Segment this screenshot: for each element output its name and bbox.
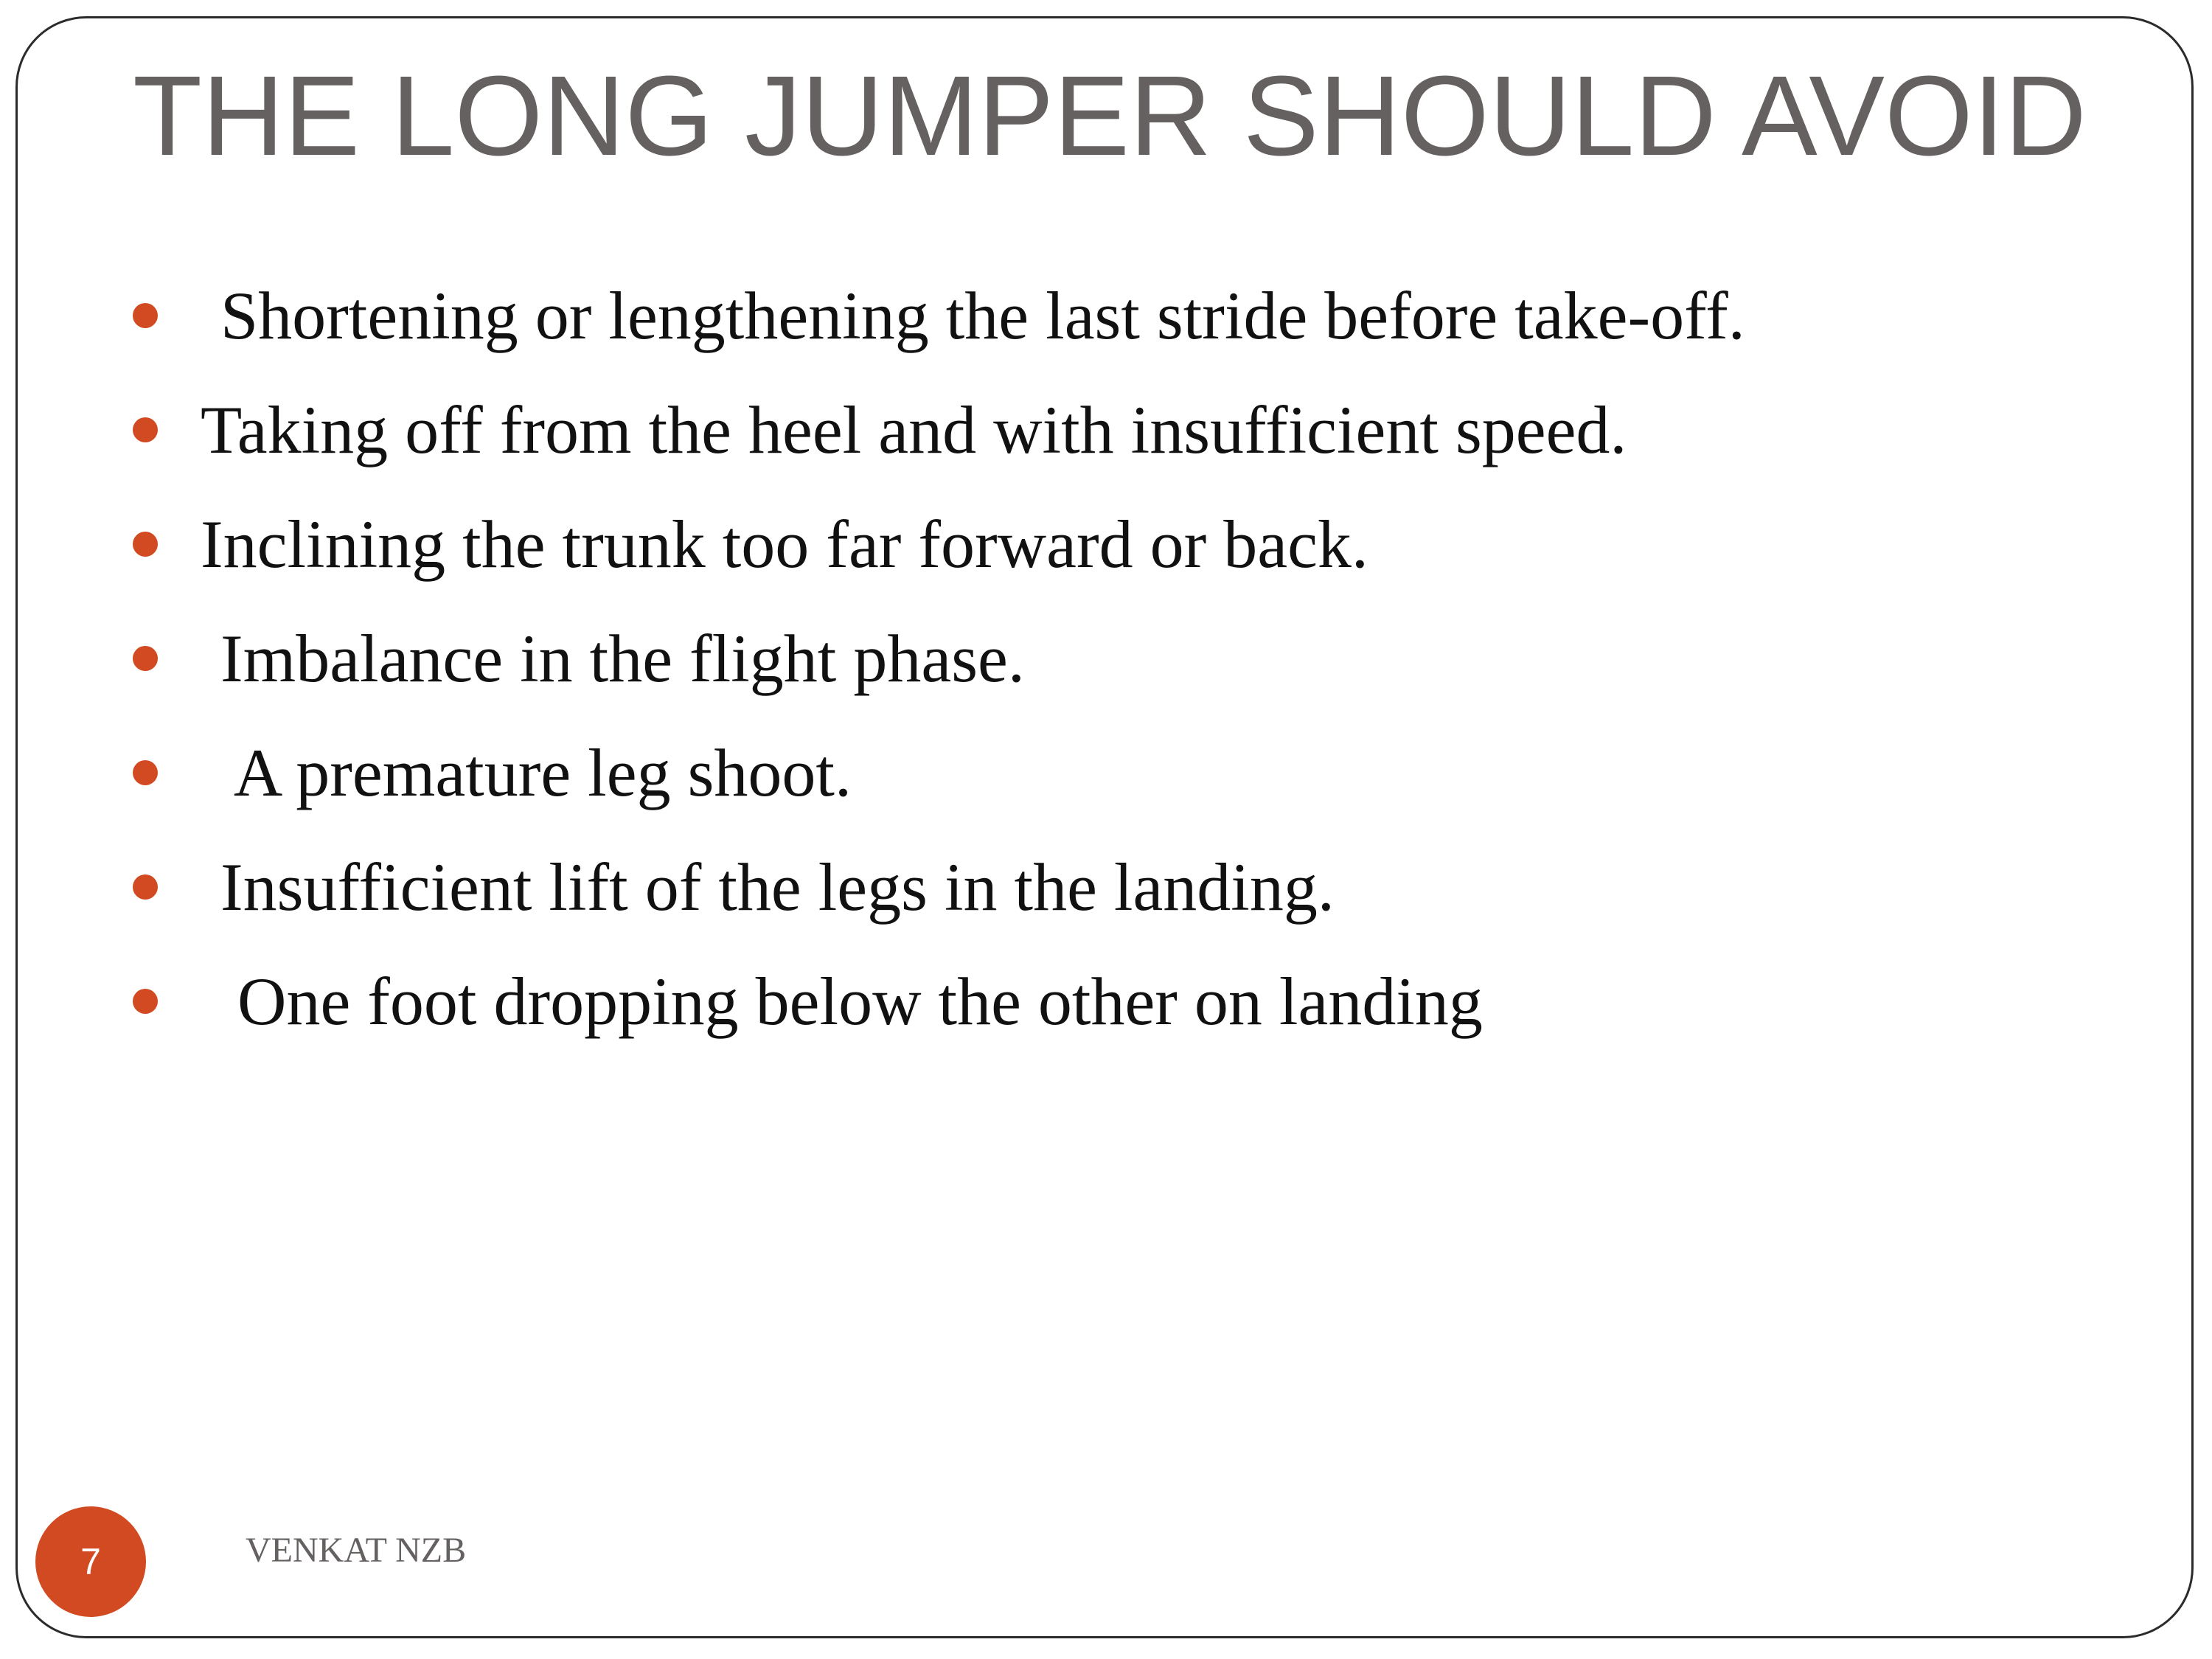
bullet-dot-icon: [133, 989, 158, 1014]
bullet-list: [133, 258, 1745, 1058]
bullet-text: Insufficient lift of the legs in the landing.: [204, 849, 1335, 925]
bullet-dot-icon: [133, 532, 158, 557]
bullet-dot-icon: [133, 646, 158, 671]
list-item: [133, 372, 1745, 487]
bullet-text: A premature leg shoot.: [204, 734, 852, 810]
bullet-text: Taking off from the heel and with insufficient speed.: [201, 392, 1627, 467]
bullet-dot-icon: [133, 417, 158, 442]
bullet-dot-icon: [133, 303, 158, 328]
bullet-dot-icon: [133, 874, 158, 900]
bullet-dot-icon: [133, 760, 158, 785]
bullet-text: Inclining the trunk too far forward or back.: [201, 506, 1368, 582]
list-item: [133, 487, 1745, 601]
page-number-badge: [35, 1506, 146, 1617]
list-item: [133, 601, 1745, 715]
footer-text: VENKAT NZB: [246, 1531, 467, 1570]
page-number: 7: [80, 1541, 101, 1582]
bullet-text: One foot dropping below the other on landing: [204, 963, 1483, 1039]
list-item: [133, 715, 1745, 830]
list-item: [133, 944, 1745, 1058]
slide-title: THE LONG JUMPER SHOULD AVOID: [133, 52, 2087, 179]
bullet-text: Shortening or lengthening the last stride before take-off.: [204, 277, 1745, 353]
list-item: [133, 258, 1745, 372]
bullet-text: Imbalance in the flight phase.: [204, 620, 1025, 696]
list-item: [133, 830, 1745, 944]
